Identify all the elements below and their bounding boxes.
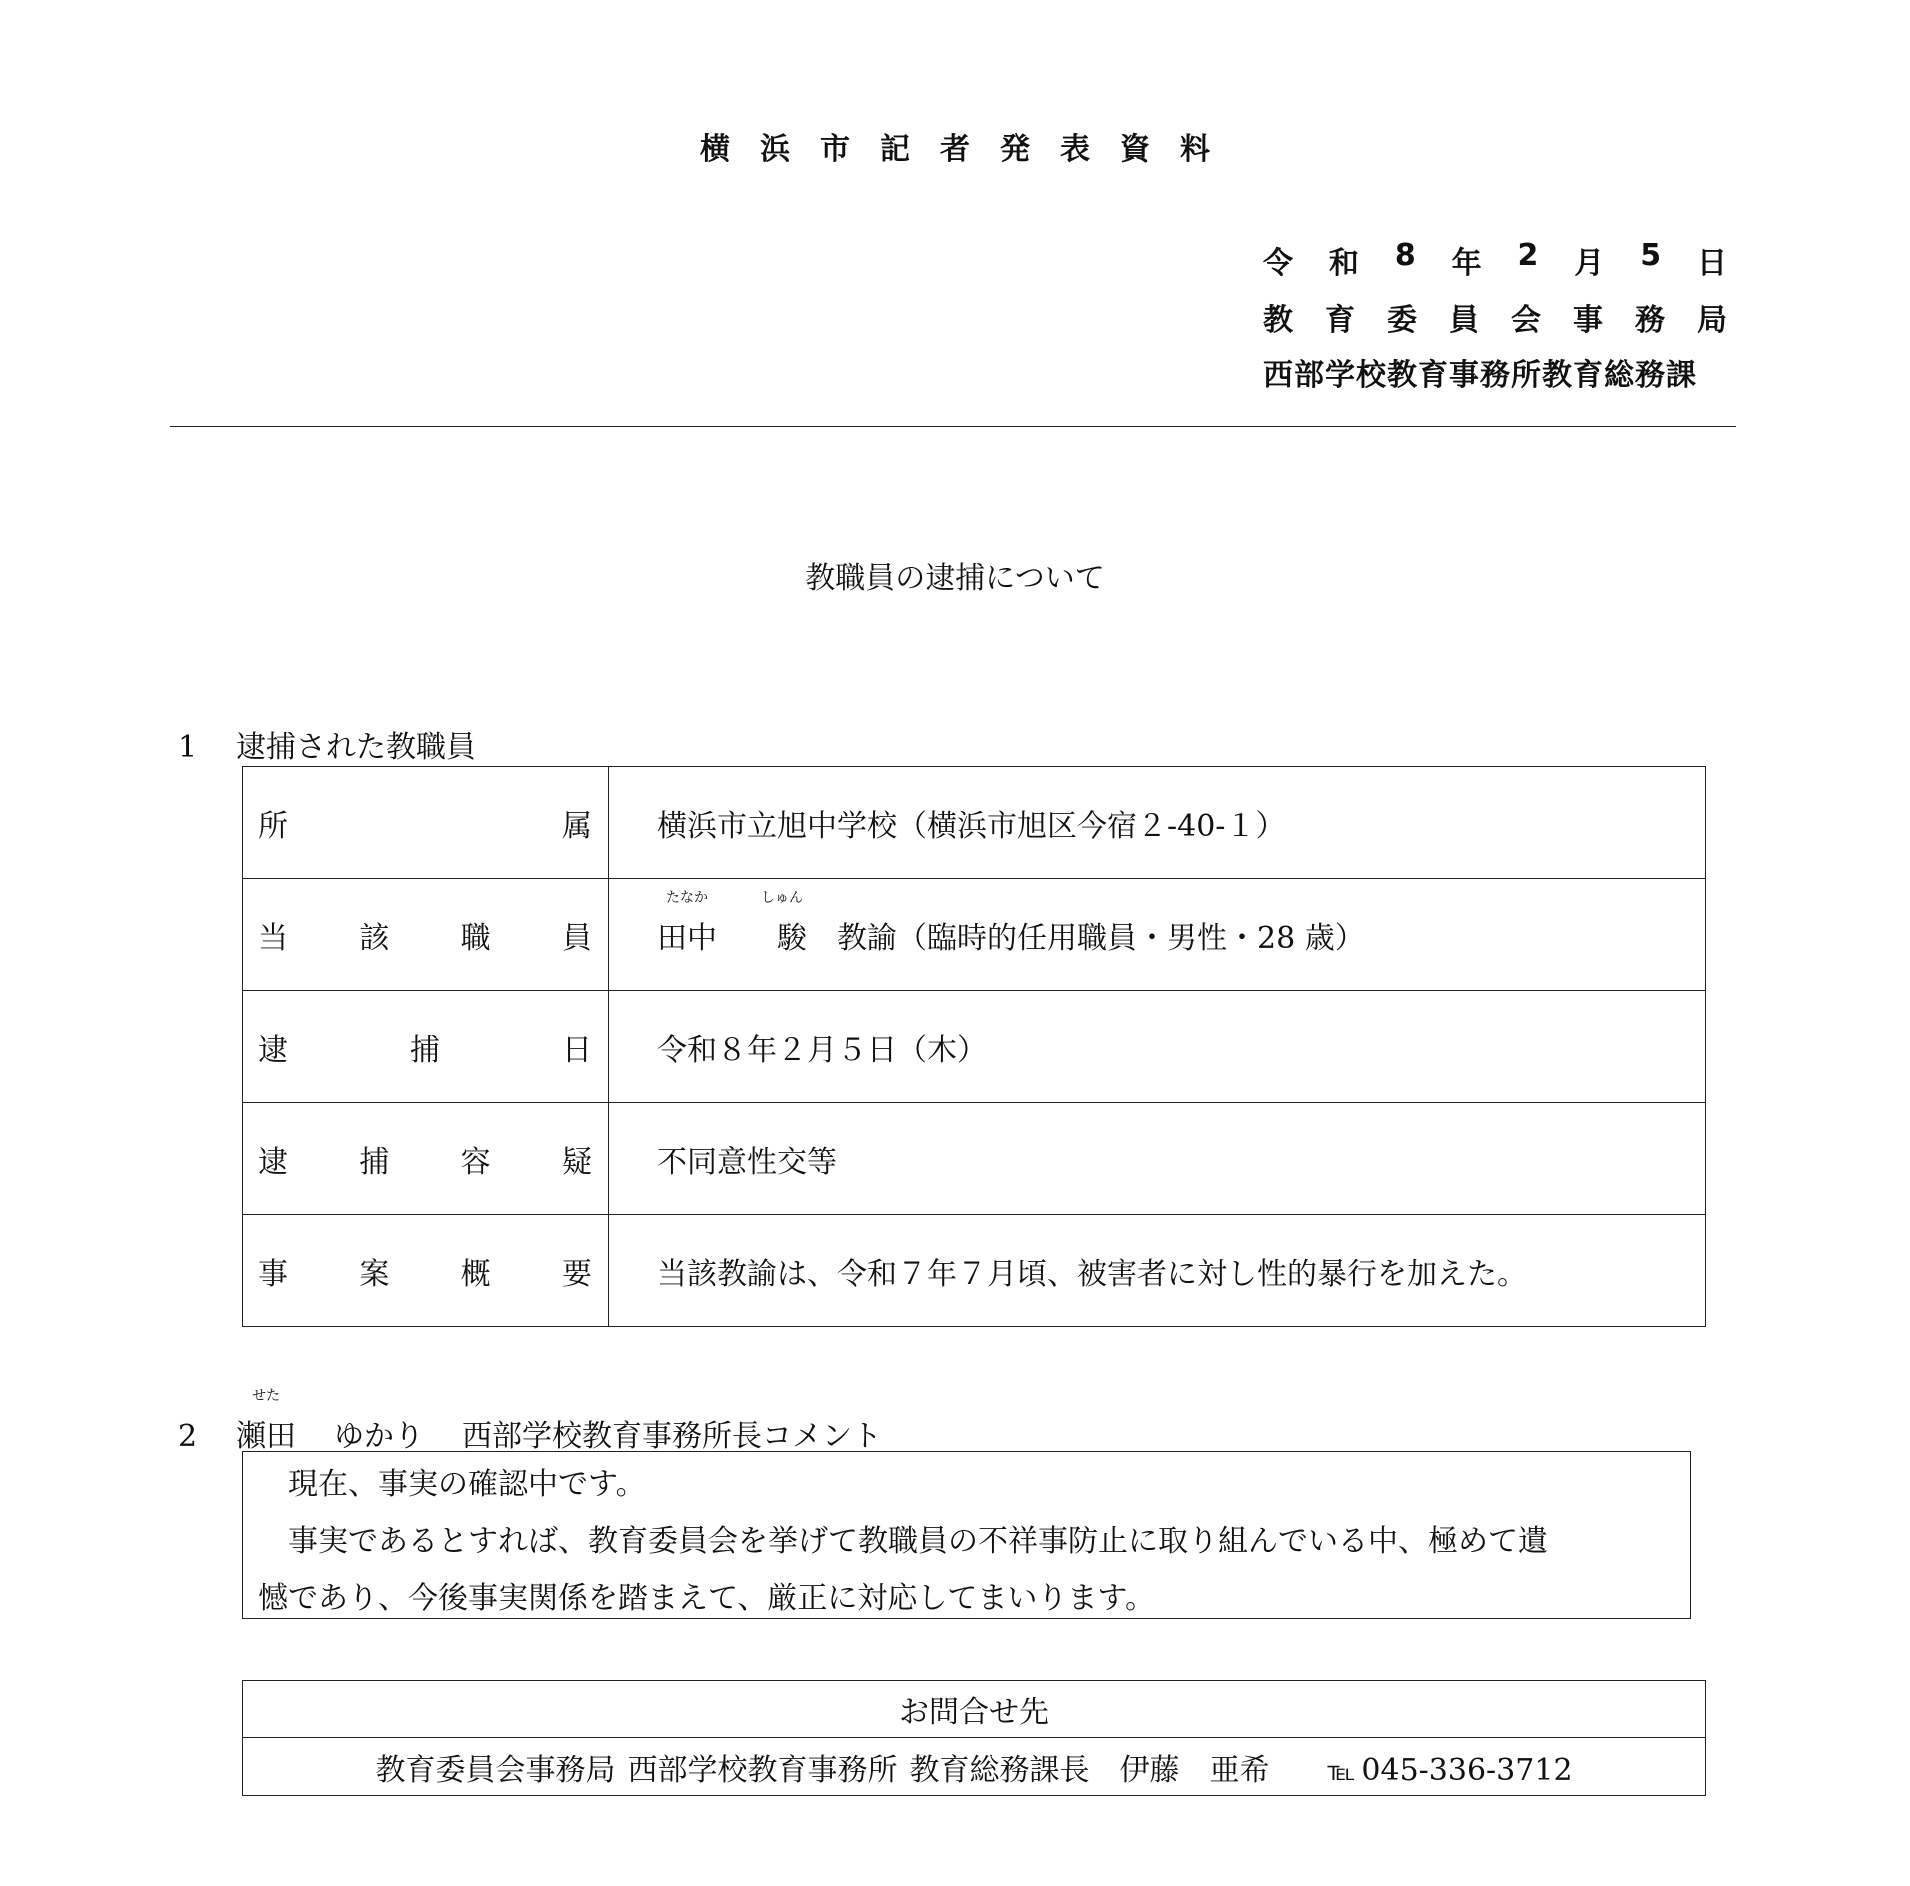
label-char: 疑 xyxy=(561,1144,592,1180)
dept-char: 教 xyxy=(1263,303,1293,338)
dept-char: 局 xyxy=(1697,303,1727,338)
date-char: 日 xyxy=(1696,246,1727,281)
furigana: しゅん xyxy=(761,889,803,906)
label-char: 所 xyxy=(258,808,288,844)
label-char: 該 xyxy=(359,920,390,956)
section-title: 逮捕された教職員 xyxy=(236,730,476,765)
label-char: 要 xyxy=(561,1256,592,1292)
label-char: 案 xyxy=(359,1256,390,1292)
row-value: 令和８年２月５日（木） xyxy=(609,991,1706,1103)
label-char: 容 xyxy=(460,1144,491,1180)
comment-paragraph: 憾であり、今後事実関係を踏まえて、厳正に対応してまいります。 xyxy=(258,1581,1155,1616)
family-name-text: 瀬田 xyxy=(236,1419,296,1454)
dept-char: 員 xyxy=(1449,303,1479,338)
contact-table xyxy=(242,1680,1706,1796)
section-2-heading xyxy=(178,1388,882,1455)
date-char: 2 xyxy=(1517,238,1539,273)
furigana: せた xyxy=(252,1388,280,1404)
section-title: 西部学校教育事務所長コメント xyxy=(462,1419,882,1454)
label-char: 職 xyxy=(460,920,491,956)
label-char: 逮 xyxy=(258,1144,288,1180)
label-char: 捕 xyxy=(359,1144,390,1180)
header-divider xyxy=(170,426,1736,427)
date-char: 令 xyxy=(1263,246,1293,281)
date-char: 年 xyxy=(1451,246,1482,281)
staff-given-name xyxy=(761,889,807,957)
label-char: 日 xyxy=(562,1032,592,1068)
table-row xyxy=(243,767,1706,879)
director-family-name xyxy=(236,1388,296,1455)
dept-char: 育 xyxy=(1325,303,1355,338)
contact-heading: お問合せ先 xyxy=(243,1681,1706,1738)
row-value: 横浜市立旭中学校（横浜市旭区今宿２-40-１） xyxy=(609,767,1706,879)
label-char: 逮 xyxy=(258,1032,288,1068)
dept-char: 会 xyxy=(1511,303,1541,338)
staff-position: 教諭（臨時的任用職員・男性・28 歳） xyxy=(837,920,1365,956)
comment-paragraph: 事実であるとすれば、教育委員会を挙げて教職員の不祥事防止に取り組んでいる中、極めて遺 xyxy=(288,1524,1548,1559)
label-char: 員 xyxy=(561,920,592,956)
row-value: 当該教諭は、令和７年７月頃、被害者に対し性的暴行を加えた。 xyxy=(609,1215,1706,1327)
comment-paragraph: 現在、事実の確認中です。 xyxy=(288,1467,646,1502)
table-row xyxy=(243,879,1706,991)
furigana: たなか xyxy=(666,889,708,906)
dept-char: 務 xyxy=(1635,303,1665,338)
contact-phone: 045-336-3712 xyxy=(1361,1752,1573,1788)
table-row xyxy=(243,991,1706,1103)
row-label xyxy=(243,879,609,991)
label-char: 捕 xyxy=(410,1032,440,1068)
director-given-name: ゆかり xyxy=(334,1419,424,1454)
family-name-text: 田中 xyxy=(657,920,717,956)
document-title: 横浜市記者発表資料 xyxy=(700,132,1240,167)
section-number: 1 xyxy=(178,730,198,765)
table-row xyxy=(243,1103,1706,1215)
contact-position: 教育総務課長 xyxy=(909,1752,1090,1788)
row-label xyxy=(243,1215,609,1327)
arrest-info-table xyxy=(242,766,1706,1327)
dept-char: 事 xyxy=(1573,303,1603,338)
dept-char: 委 xyxy=(1387,303,1417,338)
date-char: 8 xyxy=(1394,238,1416,273)
issuing-section: 西部学校教育事務所教育総務課 xyxy=(1263,358,1697,393)
row-label xyxy=(243,1103,609,1215)
label-char: 当 xyxy=(258,920,288,956)
table-row xyxy=(243,1215,1706,1327)
contact-heading-row xyxy=(243,1681,1706,1738)
staff-family-name xyxy=(657,889,717,957)
given-name-text: 駿 xyxy=(777,920,807,956)
row-label xyxy=(243,991,609,1103)
date-char: 月 xyxy=(1574,246,1605,281)
label-char: 概 xyxy=(460,1256,491,1292)
label-char: 属 xyxy=(562,808,592,844)
section-1-heading xyxy=(178,722,476,766)
director-comment-box xyxy=(242,1451,1691,1619)
contact-details-row xyxy=(243,1738,1706,1796)
section-number: 2 xyxy=(178,1419,198,1454)
date-char: 5 xyxy=(1640,238,1662,273)
date-char: 和 xyxy=(1328,246,1359,281)
issuing-department xyxy=(1263,295,1727,339)
contact-details xyxy=(243,1738,1706,1796)
contact-office: 西部学校教育事務所 xyxy=(627,1752,898,1788)
release-date xyxy=(1263,238,1727,282)
row-label xyxy=(243,767,609,879)
document-subject: 教職員の逮捕について xyxy=(805,561,1105,596)
telephone-icon: ℡ xyxy=(1327,1756,1352,1787)
label-char: 事 xyxy=(258,1256,288,1292)
contact-name: 伊藤 亜希 xyxy=(1119,1752,1270,1788)
row-value: 不同意性交等 xyxy=(609,1103,1706,1215)
row-value xyxy=(609,879,1706,991)
contact-dept: 教育委員会事務局 xyxy=(375,1752,616,1788)
